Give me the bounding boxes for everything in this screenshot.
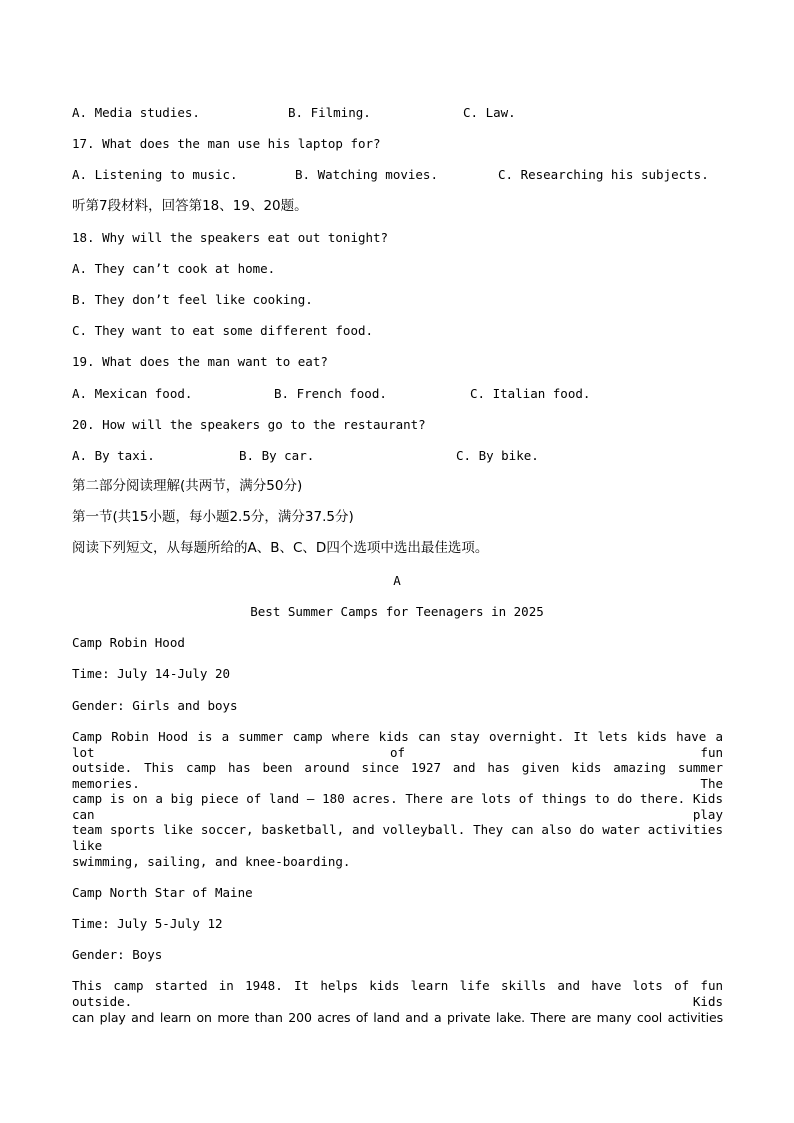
camp2-gender: Gender: Boys — [72, 947, 163, 962]
q19-option-b: B. French food. — [274, 386, 387, 401]
q17-stem: 17. What does the man use his laptop for? — [72, 136, 381, 151]
camp1-name: Camp Robin Hood — [72, 635, 185, 650]
q17-option-a: A. Listening to music. — [72, 167, 238, 182]
q16-option-b: B. Filming. — [288, 105, 371, 120]
reading-instructions: 阅读下列短文，从每题所给的A、B、C、D四个选项中选出最佳选项。 — [72, 540, 489, 556]
camp1-desc-line: camp is on a big piece of land — 180 acres. There are lots of things to do there. Kids can play — [72, 791, 723, 822]
camp2-desc-line: This camp started in 1948. It helps kids learn life skills and have lots of fun outside. Kids — [72, 978, 723, 1009]
q20-option-c: C. By bike. — [456, 448, 539, 463]
section1-title: 第一节(共15小题，每小题2.5分，满分37.5分) — [72, 509, 354, 525]
camp1-gender: Gender: Girls and boys — [72, 698, 238, 713]
passage-label: A — [393, 573, 401, 588]
q20-stem: 20. How will the speakers go to the restaurant? — [72, 417, 426, 432]
camp1-desc-line: swimming, sailing, and knee-boarding. — [72, 854, 351, 869]
camp1-desc-line: team sports like soccer, basketball, and volleyball. They can also do water activities like — [72, 822, 723, 853]
camp1-desc-line: Camp Robin Hood is a summer camp where kids can stay overnight. It lets kids have a lot of fun — [72, 729, 723, 760]
q17-option-c: C. Researching his subjects. — [498, 167, 709, 182]
q19-option-c: C. Italian food. — [470, 386, 591, 401]
q16-option-a: A. Media studies. — [72, 105, 200, 120]
camp1-desc-line: outside. This camp has been around since 1927 and has given kids amazing summer memories. The — [72, 760, 723, 791]
part2-title: 第二部分阅读理解(共两节，满分50分) — [72, 478, 303, 494]
camp2-desc-line: can play and learn on more than 200 acres of land and a private lake. There are many cool activities — [72, 1010, 723, 1025]
q16-option-c: C. Law. — [463, 105, 516, 120]
q17-option-b: B. Watching movies. — [295, 167, 438, 182]
q18-option-c: C. They want to eat some different food. — [72, 323, 374, 338]
section7-intro: 听第7段材料，回答第18、19、20题。 — [72, 198, 308, 214]
q18-option-a: A. They can’t cook at home. — [72, 261, 276, 276]
q20-option-b: B. By car. — [239, 448, 315, 463]
passage-title: Best Summer Camps for Teenagers in 2025 — [250, 604, 544, 619]
camp1-time: Time: July 14-July 20 — [72, 666, 231, 681]
q18-option-b: B. They don’t feel like cooking. — [72, 292, 313, 307]
camp2-name: Camp North Star of Maine — [72, 885, 253, 900]
q18-stem: 18. Why will the speakers eat out tonight? — [72, 230, 389, 245]
camp2-time: Time: July 5-July 12 — [72, 916, 223, 931]
q19-stem: 19. What does the man want to eat? — [72, 354, 328, 369]
q20-option-a: A. By taxi. — [72, 448, 155, 463]
q19-option-a: A. Mexican food. — [72, 386, 193, 401]
